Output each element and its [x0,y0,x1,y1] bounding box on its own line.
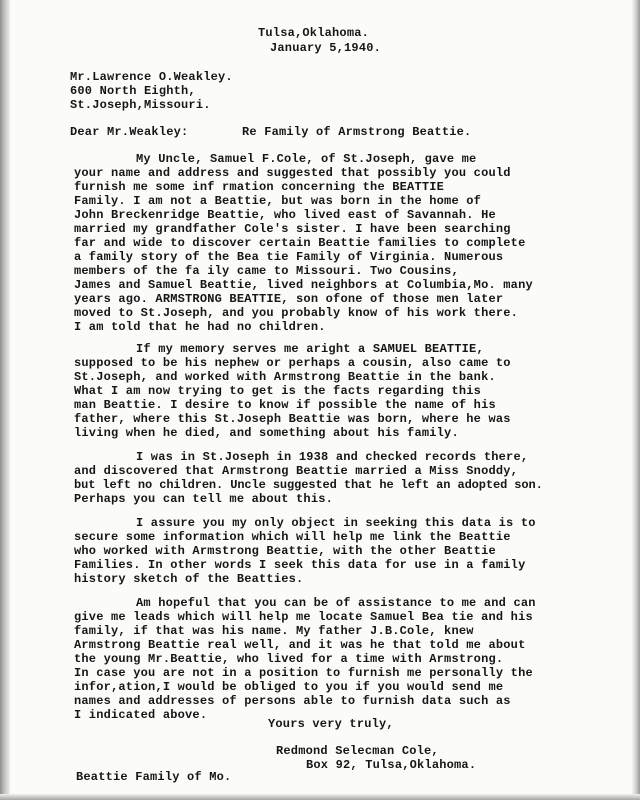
paragraph-1-line-4: Family. I am not a Beattie, but was born in the home of [74,194,482,208]
paragraph-5-line-3: family, if that was his name. My father J.B.Cole, knew [74,624,474,638]
paragraph-2-line-2: supposed to be his nephew or perhaps a cousin, also came to [74,356,511,370]
paragraph-2-line-6: father, where this St.Joseph Beattie was born, where he was [74,412,511,426]
heading-city: Tulsa,Oklahoma. [258,26,370,40]
paragraph-3-line-4: Perhaps you can tell me about this. [74,492,334,506]
recipient-name: Mr.Lawrence O.Weakley. [70,70,233,84]
paragraph-1-line-7: far and wide to discover certain Beattie families to complete [74,236,526,250]
paragraph-1-line-13: I am told that he had no children. [74,320,326,334]
paragraph-1-line-8: a family story of the Bea tie Family of Virginia. Numerous [74,250,504,264]
paragraph-1-line-10: James and Samuel Beattie, lived neighbors at Columbia,Mo. many [74,278,533,292]
paragraph-4-line-3: who worked with Armstrong Beattie, with the other Beattie [74,544,496,558]
paragraph-3-line-2: and discovered that Armstrong Beattie married a Miss Snoddy, [74,464,519,478]
recipient-city: St.Joseph,Missouri. [70,98,211,112]
paragraph-1-line-12: moved to St.Joseph, and you probably know of his work there. [74,306,519,320]
paragraph-1-line-3: furnish me some inf rmation concerning the BEATTIE [74,180,445,194]
paragraph-3-line-1: I was in St.Joseph in 1938 and checked records there, [136,450,529,464]
paragraph-1-line-5: John Breckenridge Beattie, who lived east of Savannah. He [74,208,496,222]
scan-edge-right [632,0,640,800]
paragraph-2-line-1: If my memory serves me aright a SAMUEL BEATTIE, [136,342,484,356]
paragraph-4-line-1: I assure you my only object in seeking this data is to [136,516,536,530]
paragraph-1-line-1: My Uncle, Samuel F.Cole, of St.Joseph, gave me [136,152,477,166]
heading-date: January 5,1940. [270,41,382,55]
paragraph-4-line-2: secure some information which will help me link the Beattie [74,530,511,544]
paragraph-1-line-6: married my grandfather Cole's sister. I have been searching [74,222,511,236]
paragraph-2-line-7: living when he died, and something about his family. [74,426,459,440]
salutation: Dear Mr.Weakley: [70,125,189,139]
paragraph-4-line-4: Families. In other words I seek this data for use in a family [74,558,526,572]
paragraph-3-line-3: but left no children. Uncle suggested that he left an adopted son. [74,478,543,492]
paragraph-5-line-6: In case you are not in a position to furnish me personally the [74,666,533,680]
paragraph-5-line-4: Armstrong Beattie real well, and it was he that told me about [74,638,526,652]
paragraph-1-line-9: members of the fa ily came to Missouri. Two Cousins, [74,264,459,278]
paragraph-2-line-3: St.Joseph, and worked with Armstrong Beattie in the bank. [74,370,496,384]
signature-name: Redmond Selecman Cole, [276,744,439,758]
scan-edge-bottom [0,794,640,800]
paragraph-5-line-2: give me leads which will help me locate Samuel Bea tie and his [74,610,533,624]
paragraph-5-line-7: infor,ation,I would be obliged to you if you would send me [74,680,504,694]
paragraph-5-line-1: Am hopeful that you can be of assistance to me and can [136,596,536,610]
recipient-street: 600 North Eighth, [70,84,196,98]
paragraph-5-line-9: I indicated above. [74,708,208,722]
scan-edge-left [0,0,10,800]
subject-line: Re Family of Armstrong Beattie. [242,125,472,139]
signature-address: Box 92, Tulsa,Oklahoma. [306,758,477,772]
paragraph-1-line-11: years ago. ARMSTRONG BEATTIE, son ofone of those men later [74,292,504,306]
closing: Yours very truly, [268,717,394,731]
paragraph-5-line-8: names and addresses of persons able to furnish data such as [74,694,511,708]
footer-note: Beattie Family of Mo. [76,770,232,784]
paragraph-4-line-5: history sketch of the Beatties. [74,572,304,586]
paragraph-5-line-5: the young Mr.Beattie, who lived for a time with Armstrong. [74,652,504,666]
paragraph-2-line-4: What I am now trying to get is the facts regarding this [74,384,482,398]
paragraph-2-line-5: man Beattie. I desire to know if possible the name of his [74,398,496,412]
paragraph-1-line-2: your name and address and suggested that possibly you could [74,166,511,180]
